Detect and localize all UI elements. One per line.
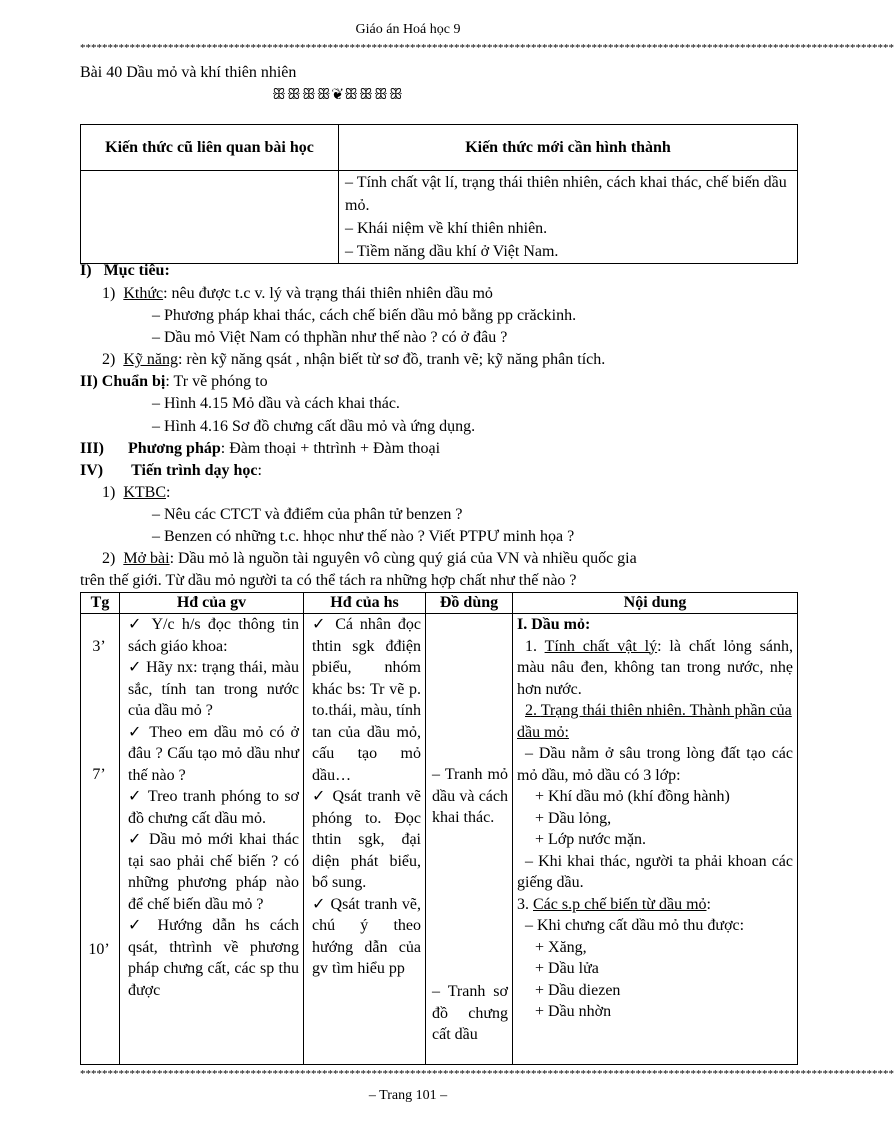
objective-skills: 2) Kỹ năng: rèn kỹ năng qsát , nhận biết từ sơ đồ, tranh vẽ; kỹ năng phân tích. bbox=[102, 351, 606, 368]
knowledge-new-item: – Khái niệm về khí thiên nhiên. bbox=[345, 220, 548, 237]
section-title: Mục tiêu: bbox=[103, 262, 170, 279]
student-activity: ✓ Qsát tranh vẽ phóng to. Đọc thtin sgk, đại diện phát biểu, bổ sung. bbox=[312, 788, 421, 891]
time-value: 10’ bbox=[88, 941, 110, 958]
student-cell bbox=[304, 614, 426, 1065]
col-header-time: Tg bbox=[81, 593, 120, 614]
content-heading: I. Dầu mỏ: bbox=[517, 616, 591, 633]
review-bullet: – Nêu các CTCT và đđiểm của phân tử benzen ? bbox=[152, 506, 463, 523]
content-product: + Dầu nhờn bbox=[535, 1003, 612, 1020]
content-products-title: 3. Các s.p chế biến từ dầu mỏ: bbox=[517, 895, 711, 913]
section-objectives bbox=[80, 260, 170, 282]
section-method: III) Phương pháp: Đàm thoại + thtrình + Đàm thoại bbox=[80, 440, 441, 457]
teacher-activity: ✓ Theo em dầu mỏ có ở đâu ? Cấu tạo mỏ dầu như thế nào ? bbox=[128, 723, 299, 784]
procedure-review: 1) KTBC: bbox=[102, 484, 171, 501]
procedure-intro: 2) Mở bài: Dầu mỏ là nguồn tài nguyên vô cùng quý giá của VN và nhiều quốc gia bbox=[102, 550, 637, 567]
col-header-content: Nội dung bbox=[513, 593, 798, 614]
content-layer: + Khí dầu mỏ (khí đồng hành) bbox=[535, 788, 730, 805]
content-layer: + Dầu lỏng, bbox=[535, 809, 612, 827]
content-natural-state-text: – Dầu nằm ở sâu trong lòng đất tạo các mỏ dầu, mỏ dầu có 3 lớp: bbox=[517, 745, 793, 784]
tool-item: – Tranh sơ đồ chưng cất dầu bbox=[432, 983, 508, 1043]
knowledge-table bbox=[80, 124, 798, 264]
student-activity: ✓ Qsát tranh vẽ, chú ý theo hướng dẫn của gv tìm hiểu pp bbox=[312, 895, 421, 977]
preparation-bullet: – Hình 4.16 Sơ đồ chưng cất dầu mỏ và ứng dụng. bbox=[152, 418, 476, 435]
knowledge-old-header: Kiến thức cũ liên quan bài học bbox=[81, 125, 339, 171]
time-value: 7’ bbox=[92, 766, 106, 783]
teacher-cell bbox=[120, 614, 304, 1065]
student-activity: ✓ Cá nhân đọc thtin sgk đđiện pbiểu, nhóm khác bs: Tr vẽ p. to.thái, màu, tính tan của dầu mỏ, cấu tạo mỏ dầu… bbox=[312, 616, 421, 784]
label-skills: Kỹ năng bbox=[123, 351, 178, 368]
activity-table bbox=[80, 592, 798, 1065]
label-knowledge: Kthức bbox=[123, 285, 164, 302]
objective-bullet: – Phương pháp khai thác, cách chế biến dầu mỏ bằng pp crăckinh. bbox=[152, 307, 577, 324]
page-number: – Trang 101 – bbox=[368, 1088, 448, 1103]
teacher-activity: ✓ Hướng dẫn hs cách qsát, thtrình về phương pháp chưng cất, các sp thu được bbox=[128, 917, 299, 999]
col-header-student: Hđ của hs bbox=[304, 593, 426, 614]
content-cell bbox=[513, 614, 798, 1065]
star-divider-bottom: **************************************************************************************************************************************************** bbox=[80, 1068, 894, 1080]
procedure-intro-cont: trên thế giới. Từ dầu mỏ người ta có thể tách ra những hợp chất như thế nào ? bbox=[80, 572, 577, 589]
content-product: + Xăng, bbox=[535, 938, 587, 956]
content-physical-props: 1. Tính chất vật lý: là chất lỏng sánh, màu nâu đen, không tan trong nước, nhẹ hơn nước. bbox=[517, 637, 793, 698]
knowledge-new-item: – Tính chất vật lí, trạng thái thiên nhiên, cách khai thác, chế biến dầu mỏ. bbox=[345, 174, 787, 214]
content-distillation: – Khi chưng cất dầu mỏ thu được: bbox=[525, 917, 745, 934]
page-header: Giáo án Hoá học 9 bbox=[355, 22, 461, 37]
teacher-activity: ✓ Hãy nx: trạng thái, màu sắc, tính tan trong nước của dầu mỏ ? bbox=[128, 659, 299, 719]
teacher-activity: ✓ Treo tranh phóng to sơ đồ chưng cất dầu mỏ. bbox=[128, 788, 299, 827]
knowledge-new-cell bbox=[339, 171, 798, 264]
content-product: + Dầu diezen bbox=[535, 981, 621, 999]
ornament: ꕥꕥꕥꕥ❦ꕥꕥꕥꕥ bbox=[272, 87, 404, 103]
time-cell bbox=[81, 614, 120, 1065]
knowledge-new-header: Kiến thức mới cần hình thành bbox=[339, 125, 798, 171]
knowledge-new-item: – Tiềm năng dầu khí ở Việt Nam. bbox=[345, 243, 559, 260]
col-header-teacher: Hđ của gv bbox=[120, 593, 304, 614]
content-layer: + Lớp nước mặn. bbox=[535, 831, 647, 848]
content-product: + Dầu lửa bbox=[535, 960, 599, 977]
knowledge-old-cell bbox=[81, 171, 339, 264]
review-bullet: – Benzen có những t.c. hhọc như thế nào ? Viết PTPƯ minh họa ? bbox=[152, 528, 575, 545]
objective-bullet: – Dầu mỏ Việt Nam có thphần như thế nào ? có ở đâu ? bbox=[152, 329, 508, 346]
section-preparation: II) Chuẩn bị: Tr vẽ phóng to bbox=[80, 373, 268, 390]
tool-item: – Tranh mỏ dầu và cách khai thác. bbox=[432, 766, 508, 826]
section-number: I) bbox=[80, 262, 92, 279]
star-divider-top: **************************************************************************************************************************************************** bbox=[80, 42, 894, 54]
time-value: 3’ bbox=[92, 638, 106, 655]
col-header-tools: Đồ dùng bbox=[426, 593, 513, 614]
teacher-activity: ✓ Dầu mỏ mới khai thác tại sao phải chế biến ? có những phương pháp nào để chế biến dầu mỏ ? bbox=[128, 831, 299, 913]
objective-knowledge: 1) Kthức: nêu được t.c v. lý và trạng thái thiên nhiên dầu mỏ bbox=[102, 285, 493, 302]
content-drilling: – Khi khai thác, người ta phải khoan các giếng dầu. bbox=[517, 852, 793, 891]
teacher-activity: ✓ Y/c h/s đọc thông tin sách giáo khoa: bbox=[128, 616, 299, 655]
section-procedure: IV) Tiến trình dạy học: bbox=[80, 462, 262, 479]
content-natural-state-title: 2. Trạng thái thiên nhiên. Thành phần của dầu mỏ: bbox=[517, 702, 792, 741]
tools-cell bbox=[426, 614, 513, 1065]
preparation-bullet: – Hình 4.15 Mỏ dầu và cách khai thác. bbox=[152, 395, 400, 412]
lesson-title: Bài 40 Dầu mỏ và khí thiên nhiên bbox=[80, 64, 297, 81]
